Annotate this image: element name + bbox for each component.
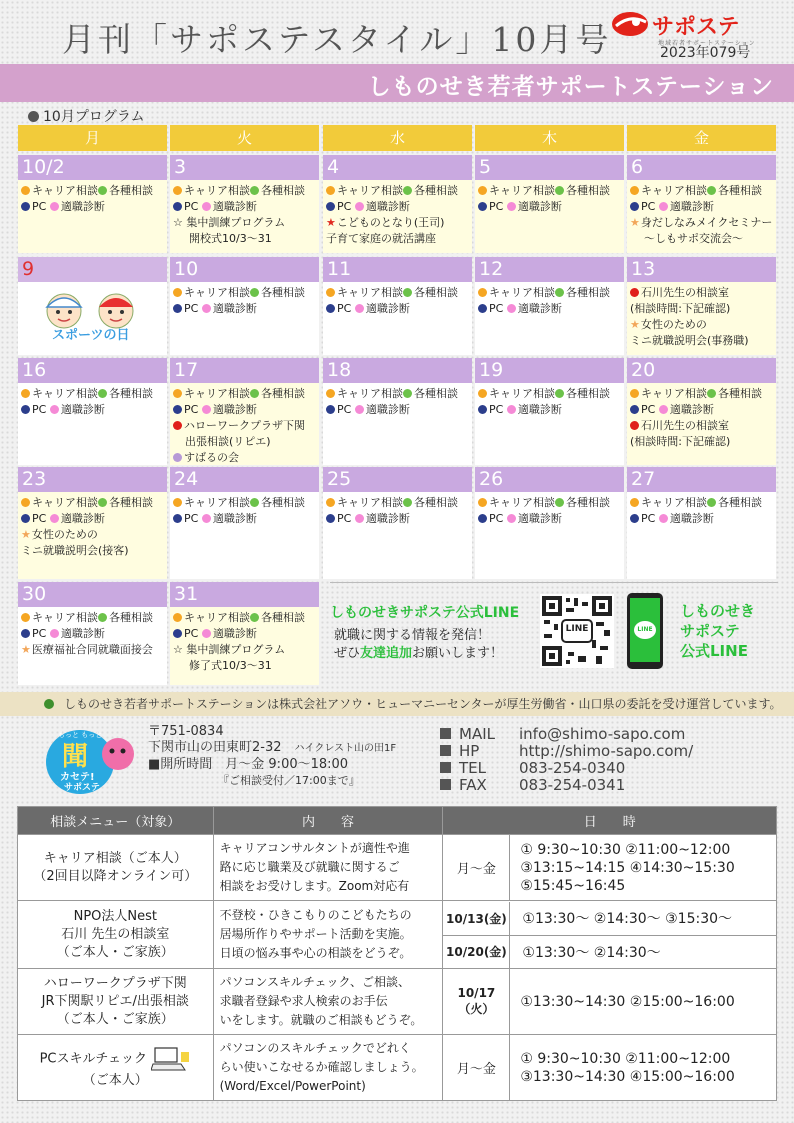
pc-dot-icon [478,202,487,211]
purple-dot-icon [173,453,182,462]
calendar-day [627,257,776,355]
postal-code: 〒751-0834 [148,724,224,739]
various-dot-icon [707,389,716,398]
diag-dot-icon [202,405,211,414]
diag-dot-icon [202,304,211,313]
pc-dot-icon [478,304,487,313]
various-dot-icon [98,613,107,622]
diag-dot-icon [355,514,364,523]
issue-number: 2023年079号 [660,45,751,61]
date-label: 25 [323,467,472,492]
line-text: ぜひ友達追加お願いします！ [334,646,504,661]
weekday-thu: 木 [475,125,624,151]
career-dot-icon [173,389,182,398]
contact-block: MAIL info@shimo-sapo.com HP http://shimo-sapo.com/ TEL 083-254-0340 FAX 083-254-0341 [440,726,693,794]
diag-dot-icon [355,304,364,313]
consultation-table [17,806,777,1101]
pc-dot-icon [326,202,335,211]
station-banner [0,64,794,102]
square-bullet-icon [440,762,451,773]
diag-dot-icon [202,514,211,523]
website-link[interactable]: http://shimo-sapo.com/ [519,742,694,760]
line-phone [626,592,664,670]
weekday-wed: 水 [323,125,472,151]
various-dot-icon [707,498,716,507]
date-label: 5 [475,155,624,180]
brand-subtitle: 地域若者サポートステーション [658,40,756,47]
calendar-day: 27 キャリア相談 各種相談 PC 適職診断 [627,467,776,579]
calendar-day: 18 キャリア相談 各種相談 PC 適職診断 [323,358,472,465]
opening-hours: ■開所時間 月～金 9:00～18:00 [148,757,349,772]
various-dot-icon [555,498,564,507]
various-dot-icon [403,186,412,195]
date-label: 20 [627,358,776,383]
bullet-icon [44,699,54,709]
diag-dot-icon [355,405,364,414]
event-text: 身だしなみメイクセミナー [640,216,773,229]
sun-logo-icon [610,10,654,38]
various-dot-icon [250,613,259,622]
divider [330,582,778,583]
career-dot-icon [21,186,30,195]
various-dot-icon [403,389,412,398]
line-headline: しものせきサポステ公式LINE [330,605,520,621]
diag-dot-icon [50,202,59,211]
date-label: 9 [18,257,167,282]
program-label: 10月プログラム [28,106,145,126]
square-bullet-icon [440,745,451,756]
calendar-day: 12 キャリア相談 各種相談 PC 適職診断 [475,257,624,355]
line-account-name: サポステ [680,622,740,640]
diag-dot-icon [507,405,516,414]
date-label: 10/2 [18,155,167,180]
date-label: 13 [627,257,776,282]
street-address: 下関市山の田東町2-32 [148,740,282,755]
phone-line-label: LINE [637,626,653,633]
fax-number: 083-254-0341 [519,776,626,794]
career-dot-icon [630,186,639,195]
red-star-icon: ★ [326,216,336,229]
event-text: (相談時間:下記確認) [630,435,731,448]
calendar-day: 25 キャリア相談 各種相談 PC 適職診断 [323,467,472,579]
career-dot-icon [326,389,335,398]
career-dot-icon [326,498,335,507]
date-label: 11 [323,257,472,282]
various-dot-icon [707,186,716,195]
career-dot-icon [173,498,182,507]
calendar-day: 20 キャリア相談 各種相談 PC 適職診断 石川先生の相談室 (相談時間:下記確認) [627,358,776,465]
event-text: 女性のための [640,318,707,331]
square-bullet-icon [440,728,451,739]
various-dot-icon [555,186,564,195]
event-text: ミニ就職説明会(事務職) [630,334,749,347]
diag-dot-icon [659,405,668,414]
pc-dot-icon [21,514,30,523]
various-dot-icon [250,389,259,398]
diag-dot-icon [355,202,364,211]
career-dot-icon [173,288,182,297]
calendar-day: 4 キャリア相談 各種相談 PC 適職診断 ★こどものとなり(王司) 子育て家庭の就活講座 [323,155,472,253]
event-text: 開校式10/3～31 [189,232,272,245]
pc-dot-icon [21,202,30,211]
pc-dot-icon [478,405,487,414]
orange-star-icon: ★ [21,528,31,541]
calendar-day: 16 キャリア相談 各種相談 PC 適職診断 [18,358,167,465]
sports-day-label: スポーツの日 [52,328,130,343]
calendar-day: 10 キャリア相談 各種相談 PC 適職診断 [170,257,319,355]
event-text: ☆ 集中訓練プログラム [173,643,286,656]
pc-dot-icon [173,202,182,211]
bullet-icon [28,111,39,122]
pc-dot-icon [326,514,335,523]
event-text: 出張相談(リピエ) [185,435,271,448]
event-text: こどものとなり(王司) [336,216,445,229]
event-text: 子育て家庭の就活講座 [326,232,436,245]
pc-dot-icon [630,405,639,414]
various-dot-icon [403,498,412,507]
calendar-day-holiday [18,257,167,355]
calendar-day: 3 キャリア相談 各種相談 PC 適職診断 ☆ 集中訓練プログラム 開校式10/3～31 [170,155,319,253]
career-dot-icon [21,389,30,398]
event-text: (相談時間:下記確認) [630,302,731,315]
calendar-day: 26 キャリア相談 各種相談 PC 適職診断 [475,467,624,579]
orange-star-icon: ★ [630,318,640,331]
date-label: 12 [475,257,624,282]
diag-dot-icon [202,629,211,638]
career-dot-icon [478,186,487,195]
station-name: しものせき若者サポートステーション [367,74,774,100]
calendar-day: 19 キャリア相談 各種相談 PC 適職診断 [475,358,624,465]
career-dot-icon [478,288,487,297]
weekday-mon: 月 [18,125,167,151]
event-text: 医療福祉合同就職面接会 [31,643,153,656]
email-link[interactable]: info@shimo-sapo.com [519,725,686,743]
operator-notice: しものせき若者サポートステーションは株式会社アソウ・ヒューマニーセンターが厚生労働省・山口県の委託を受け運営しています。 [0,692,794,716]
calendar-day: 11 キャリア相談 各種相談 PC 適職診断 [323,257,472,355]
pc-dot-icon [630,202,639,211]
diag-dot-icon [659,202,668,211]
mascot-top-text: もっと もっと [58,731,103,739]
career-dot-icon [326,288,335,297]
mascot-logo [42,720,138,798]
line-promo [330,582,778,682]
brand-logo [610,10,780,47]
date-label: 26 [475,467,624,492]
date-label: 23 [18,467,167,492]
weekday-tue: 火 [170,125,319,151]
date-label: 3 [170,155,319,180]
line-text: 就職に関する情報を発信！ [334,628,491,643]
date-label: 31 [170,582,319,607]
pc-dot-icon [21,405,30,414]
diag-dot-icon [507,514,516,523]
event-text: 石川先生の相談室 [641,419,729,432]
career-dot-icon [478,389,487,398]
table-row: NPO法人Nest 石川 先生の相談室 （ご本人・ご家族） 不登校・ひきこもりのこどもたちの 居場所作りやサポート活動を実施。 日頃の悩み事や心の相談をどうぞ。 10/13(金) ①13:30～ ②14:30～ ③15:30～ 10/20(金) ①13:30～ ②14:30～ [18,901,777,969]
weekday-fri: 金 [627,125,776,151]
table-header-row [18,807,777,835]
brand-name: サポステ [652,15,740,40]
pc-dot-icon [173,405,182,414]
qr-line-label: LINE [565,624,589,634]
date-label: 19 [475,358,624,383]
diag-dot-icon [659,514,668,523]
mascot-main-text: 聞 [62,742,89,772]
career-dot-icon [326,186,335,195]
date-label: 27 [627,467,776,492]
career-dot-icon [173,186,182,195]
line-account-name: 公式LINE [680,642,748,660]
diag-dot-icon [50,629,59,638]
orange-star-icon: ★ [630,216,640,229]
career-dot-icon [173,613,182,622]
diag-dot-icon [507,202,516,211]
calendar-day: 10/2 キャリア相談 各種相談 PC 適職診断 [18,155,167,253]
event-text: すばるの会 [184,451,239,464]
event-text: ～しもサポ交流会～ [644,232,743,245]
career-dot-icon [478,498,487,507]
various-dot-icon [555,389,564,398]
date-label: 10 [170,257,319,282]
calendar-day: 24 キャリア相談 各種相談 PC 適職診断 [170,467,319,579]
event-text: 修了式10/3～31 [189,659,272,672]
career-dot-icon [630,389,639,398]
red-dot-icon [630,288,639,297]
pc-dot-icon [630,514,639,523]
diag-dot-icon [50,514,59,523]
event-text: 女性のための [31,528,98,541]
date-label: 6 [627,155,776,180]
pc-dot-icon [21,629,30,638]
red-dot-icon [630,421,639,430]
career-dot-icon [21,613,30,622]
col-header-menu: 相談メニュー（対象） [18,807,214,835]
table-row: ハローワークプラザ下関 JR下関駅リピエ/出張相談 （ご本人・ご家族） パソコンスキルチェック、ご相談、 求職者登録や求人検索のお手伝 いをします。就職のご相談もどうぞ。 10/17 （火） ①13:30~14:30 ②15:00~16:00 [18,969,777,1035]
col-header-content: 内 容 [213,807,443,835]
date-label: 24 [170,467,319,492]
calendar-day: 17 キャリア相談 各種相談 PC 適職診断 ハローワークプラザ下関 出張相談(リピエ) すばるの会 [170,358,319,465]
date-label: 16 [18,358,167,383]
table-row: キャリア相談（ご本人） （2回目以降オンライン可） キャリアコンサルタントが適性や進 路に応じ職業及び就職に関するご 相談をお受けします。Zoom対応有 月～金 ① 9:30~10:30 ②11:00~12:00 ③13:15~14:15 ④14:30~15:30 ⑤15:45~16:45 [18,835,777,901]
diag-dot-icon [50,405,59,414]
pc-dot-icon [326,304,335,313]
pc-dot-icon [173,514,182,523]
building-name: ハイクレスト山の田1F [294,743,397,754]
pc-dot-icon [326,405,335,414]
various-dot-icon [98,498,107,507]
pc-dot-icon [173,304,182,313]
newsletter-title: 月刊「サポステスタイル」10月号 [62,20,612,59]
various-dot-icon [250,498,259,507]
event-text: ☆ 集中訓練プログラム [173,216,286,229]
various-dot-icon [98,389,107,398]
red-dot-icon [173,421,182,430]
various-dot-icon [555,288,564,297]
diag-dot-icon [202,202,211,211]
event-text: ハローワークプラザ下関 [184,419,305,432]
calendar-day: 6 キャリア相談 各種相談 PC 適職診断 ★身だしなみメイクセミナー ～しもサポ交流会～ [627,155,776,253]
various-dot-icon [250,186,259,195]
address-block [148,724,396,789]
date-label: 4 [323,155,472,180]
date-label: 17 [170,358,319,383]
phone-number[interactable]: 083-254-0340 [519,759,626,777]
col-header-datetime: 日 時 [443,807,777,835]
career-dot-icon [630,498,639,507]
career-dot-icon [21,498,30,507]
square-bullet-icon [440,779,451,790]
calendar-day: 31 キャリア相談 各種相談 PC 適職診断 ☆ 集中訓練プログラム 修了式10/3～31 [170,582,319,685]
various-dot-icon [250,288,259,297]
reception-hours: 『ご相談受付／17:00まで』 [218,774,360,787]
mascot-sub-text: カセテ! [60,772,95,783]
line-account-name: しものせき [680,602,756,620]
mascot-sub-text: サポステ [64,783,100,793]
calendar-day: 5 キャリア相談 各種相談 PC 適職診断 [475,155,624,253]
table-row: PCスキルチェック （ご本人） パソコンのスキルチェックでどれく らい使いこなせるか確認しましょう。 (Word/Excel/PowerPoint) 月～金 ① 9:30~10:30 ②11:00~12:00 ③13:30~14:30 ④15:00~16:00 [18,1035,777,1101]
various-dot-icon [403,288,412,297]
diag-dot-icon [507,304,516,313]
pc-dot-icon [478,514,487,523]
orange-star-icon: ★ [21,643,31,656]
various-dot-icon [98,186,107,195]
pc-typing-icon [151,1046,191,1072]
calendar-day: 30 キャリア相談 各種相談 PC 適職診断 ★医療福祉合同就職面接会 [18,582,167,685]
calendar-day: 23 キャリア相談 各種相談 PC 適職診断 ★女性のための ミニ就職説明会(接客) [18,467,167,579]
date-label: 18 [323,358,472,383]
qr-code[interactable] [540,594,614,668]
pc-dot-icon [173,629,182,638]
event-text: ミニ就職説明会(接客) [21,544,129,557]
event-text: 石川先生の相談室 [641,286,729,299]
date-label: 30 [18,582,167,607]
